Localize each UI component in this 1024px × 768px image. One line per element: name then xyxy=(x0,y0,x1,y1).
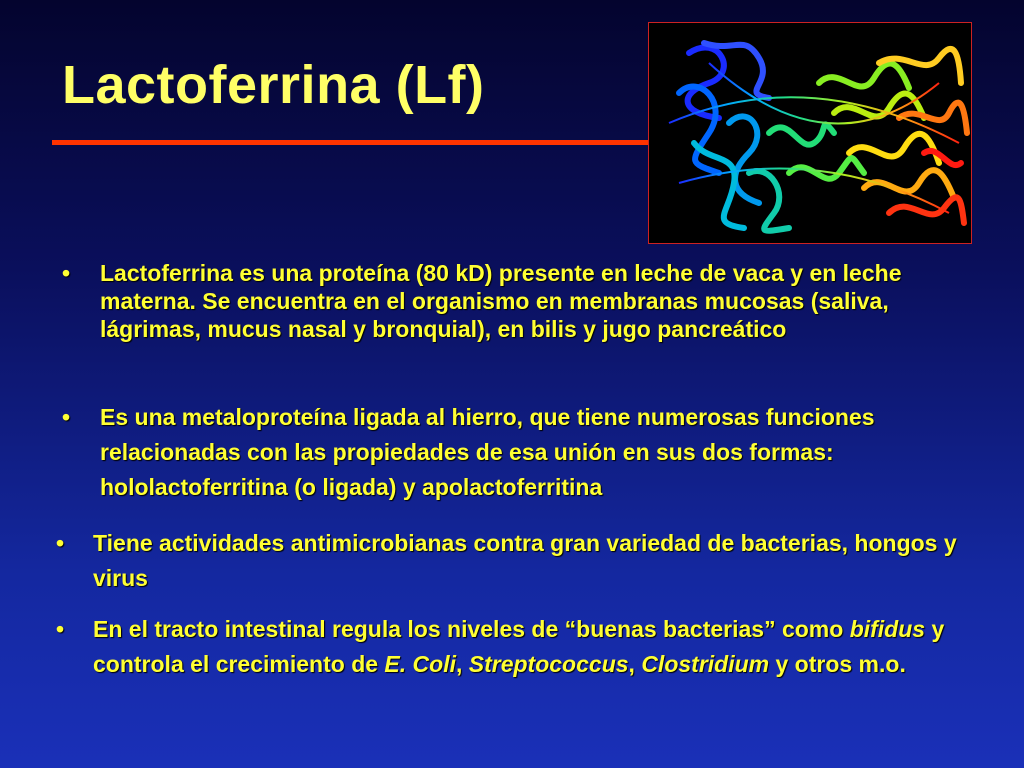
organism-name-clostridium: Clostridium xyxy=(641,651,770,677)
bullet-text-segment: y otros m.o. xyxy=(769,651,906,677)
bullet-item-antimicrobial xyxy=(56,526,976,596)
bullet-text: Lactoferrina es una proteína (80 kD) presente en leche de vaca y en leche materna. Se encuentra en el organismo en membranas mucosas (saliva, lágrimas, mucus nasal y bronquial), en bilis y jugo pancreático xyxy=(100,260,902,342)
bullet-item-lactoferrin-description xyxy=(62,259,982,343)
bullet-text: Tiene actividades antimicrobianas contra gran variedad de bacterias, hongos y virus xyxy=(93,530,957,591)
protein-ribbon-illustration xyxy=(649,23,971,243)
bullet-text: Es una metaloproteína ligada al hierro, que tiene numerosas funciones relacionadas con las propiedades de esa unión en sus dos formas: hololactoferritina (o ligada) y apolactoferritina xyxy=(100,404,875,500)
bullet-text xyxy=(93,612,986,682)
organism-name-streptococcus: Streptococcus xyxy=(468,651,629,677)
bullet-text-segment: , xyxy=(455,651,469,677)
bullet-item-intestinal-regulation xyxy=(56,612,986,682)
bullet-text-segment: En el tracto intestinal regula los niveles de “buenas bacterias” como xyxy=(93,616,850,642)
bullet-text-segment: , xyxy=(628,651,642,677)
bullet-text-segment: y controla el crecimiento de xyxy=(93,616,945,677)
slide-title: Lactoferrina (Lf) xyxy=(62,55,485,115)
bullet-marker: • xyxy=(56,530,65,556)
bullet-marker: • xyxy=(56,616,65,642)
bullet-marker: • xyxy=(62,260,71,286)
organism-name-ecoli: E. Coli xyxy=(384,651,456,677)
bullet-item-metalloprotein xyxy=(62,400,982,505)
title-underline-rule xyxy=(52,140,652,145)
protein-structure-image xyxy=(648,22,972,244)
organism-name-bifidus: bifidus xyxy=(849,616,926,642)
bullet-marker: • xyxy=(62,404,71,430)
